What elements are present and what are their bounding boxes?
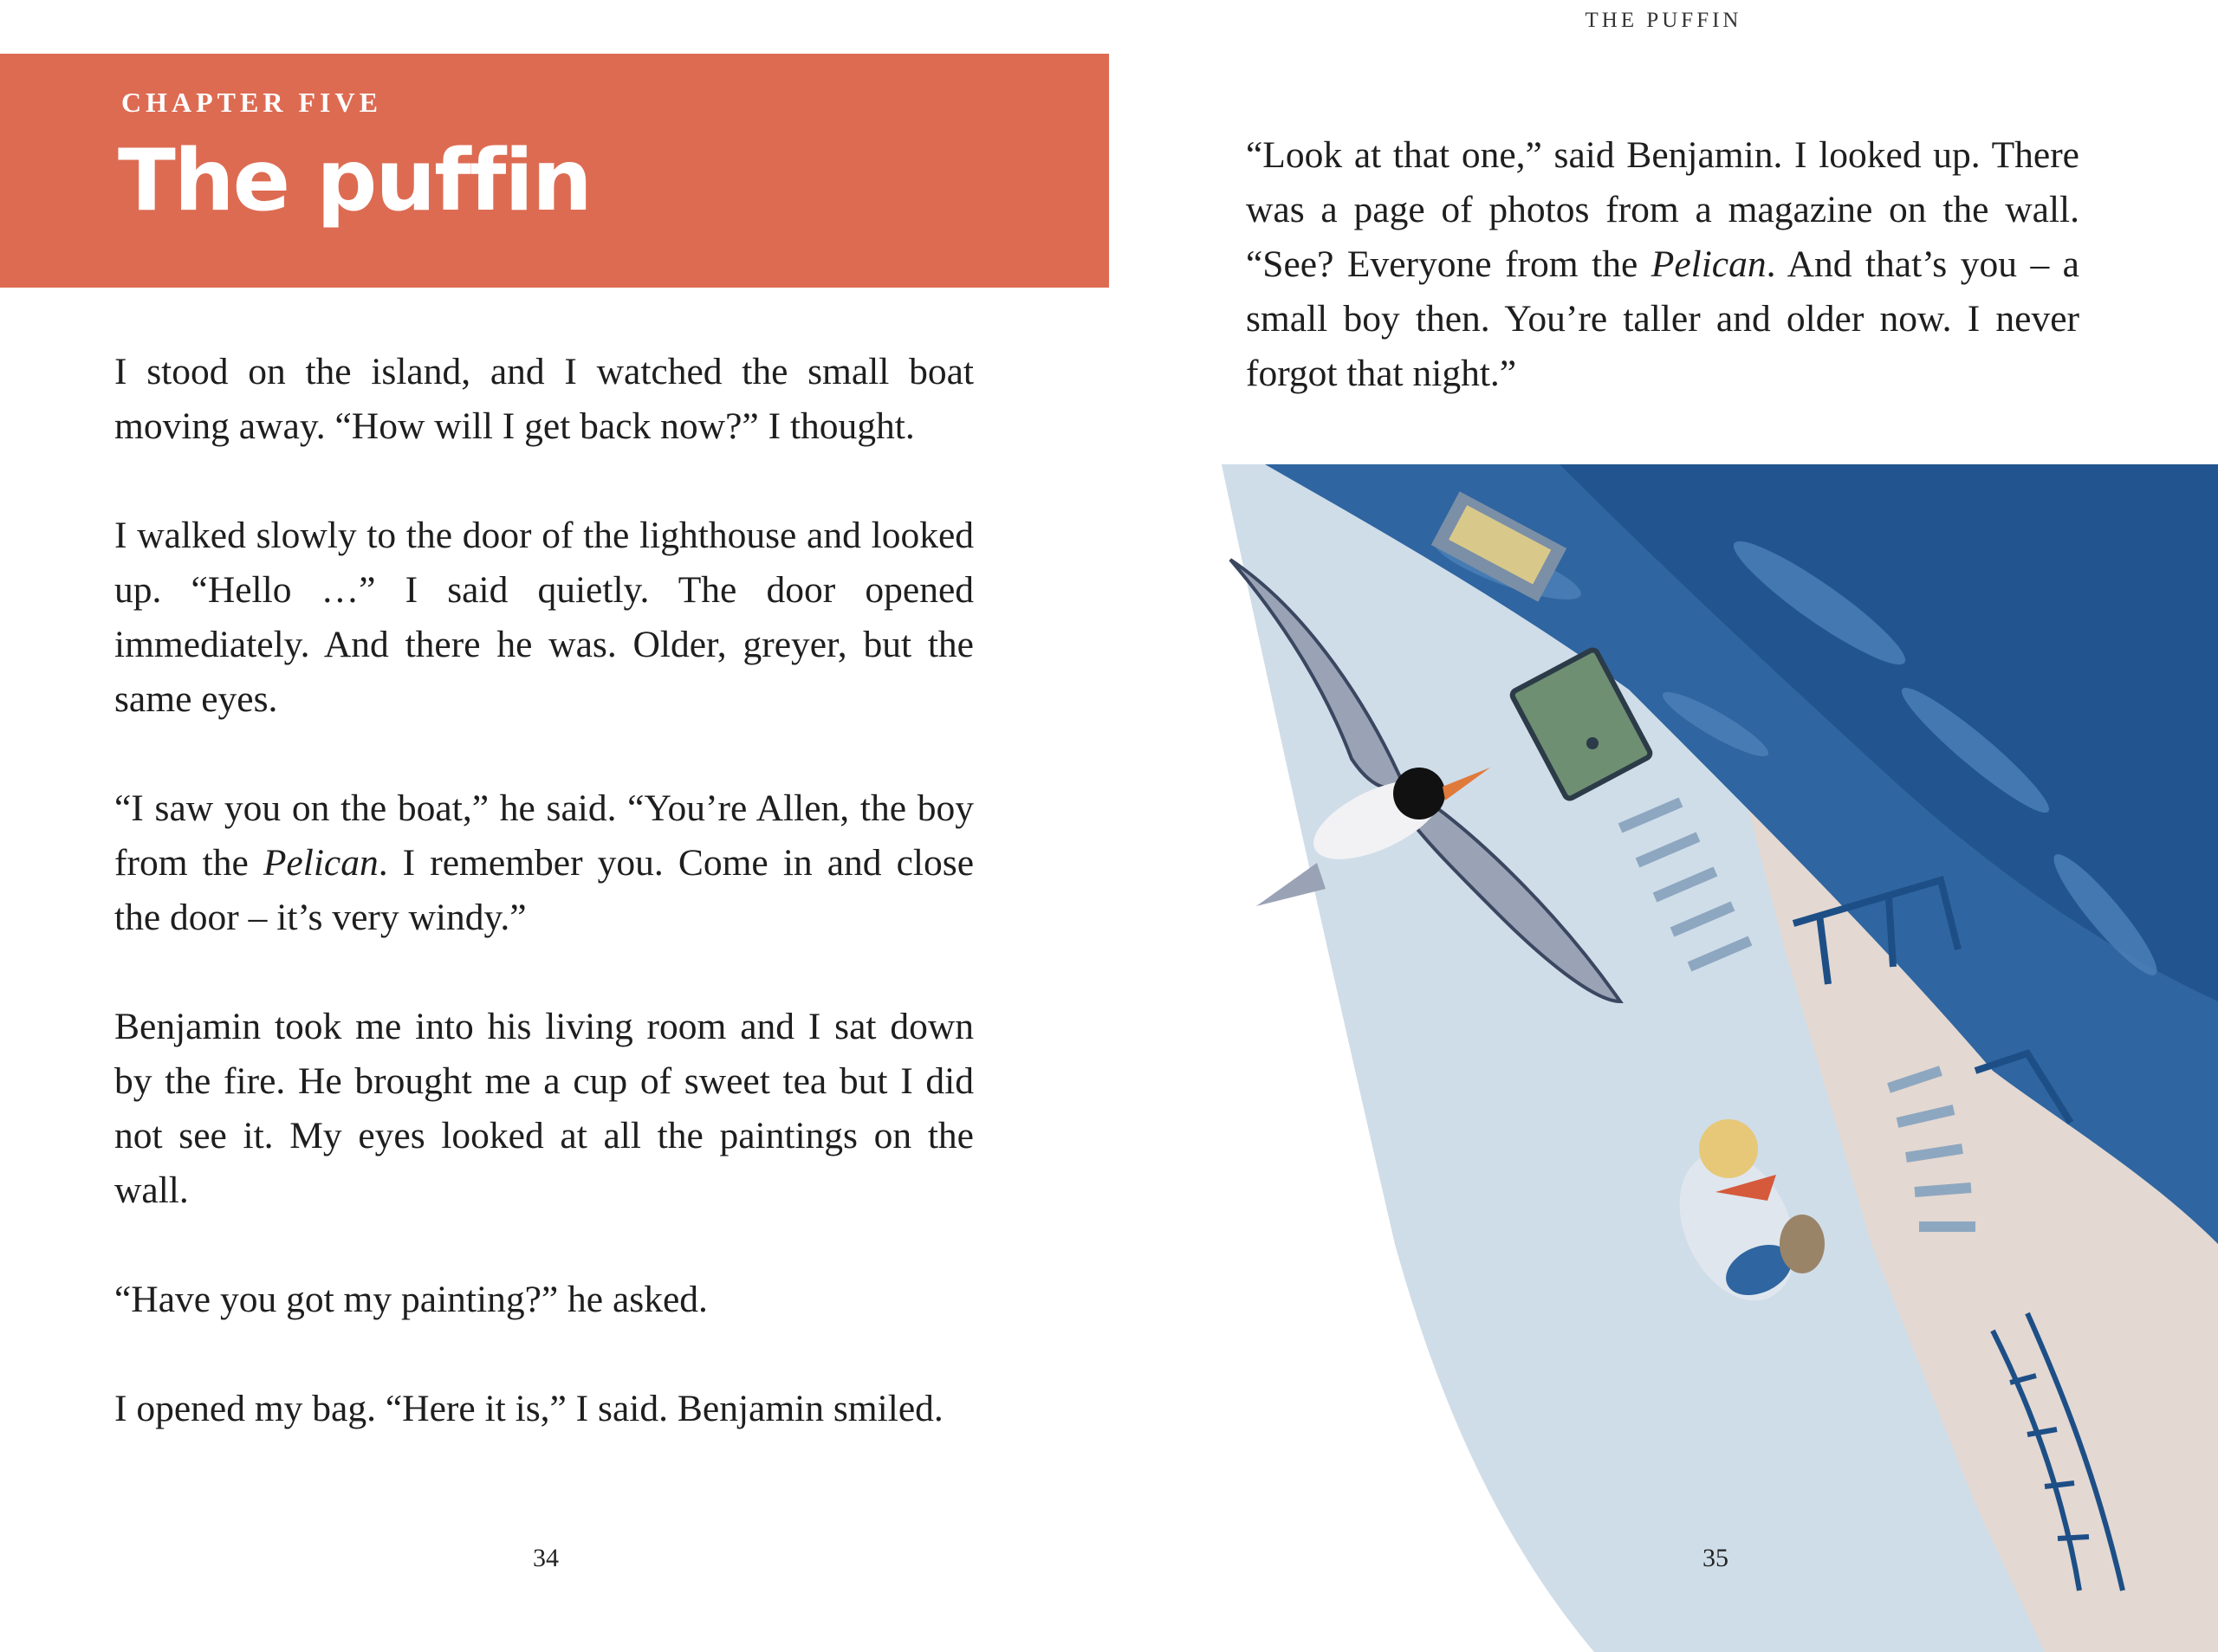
chapter-title: The puffin <box>118 132 591 230</box>
paragraph: “Have you got my painting?” he asked. <box>114 1279 708 1320</box>
right-body-text <box>1246 128 2079 456</box>
ship-name: Pelican <box>263 842 379 884</box>
door-handle <box>1586 737 1599 749</box>
left-body-text <box>114 345 974 1491</box>
right-page <box>1109 0 2218 1652</box>
running-head: THE PUFFIN <box>1585 9 1742 32</box>
paragraph: I opened my bag. “Here it is,” I said. Benjamin smiled. <box>114 1388 944 1429</box>
paragraph: “Look at that one,” said Benjamin. I looked up. There was a page of photos from a magazine on the wall. “See? Everyone from the Pelican. And that’s you – a small boy then. You’re taller and older now. I never forgot that night.” <box>1246 134 2079 394</box>
page-number: 34 <box>533 1544 559 1572</box>
paragraph: Benjamin took me into his living room and I sat down by the fire. He brought me a cup of sweet tea but I did not see it. My eyes looked at all the paintings on the wall. <box>114 1006 974 1211</box>
chapter-label: CHAPTER FIVE <box>121 87 382 118</box>
page-number: 35 <box>1702 1544 1728 1572</box>
lighthouse-seabird-illustration <box>1109 464 2218 1652</box>
paragraph: I walked slowly to the door of the lighthouse and looked up. “Hello …” I said quietly. The door opened immediately. And there he was. Older, greyer, but the same eyes. <box>114 515 974 720</box>
ship-name: Pelican <box>1651 243 1767 285</box>
paragraph: I stood on the island, and I watched the small boat moving away. “How will I get back now?” I thought. <box>114 351 974 447</box>
paragraph: “I saw you on the boat,” he said. “You’re Allen, the boy from the Pelican. I remember you. Come in and close the door – it’s very windy.” <box>114 787 974 938</box>
